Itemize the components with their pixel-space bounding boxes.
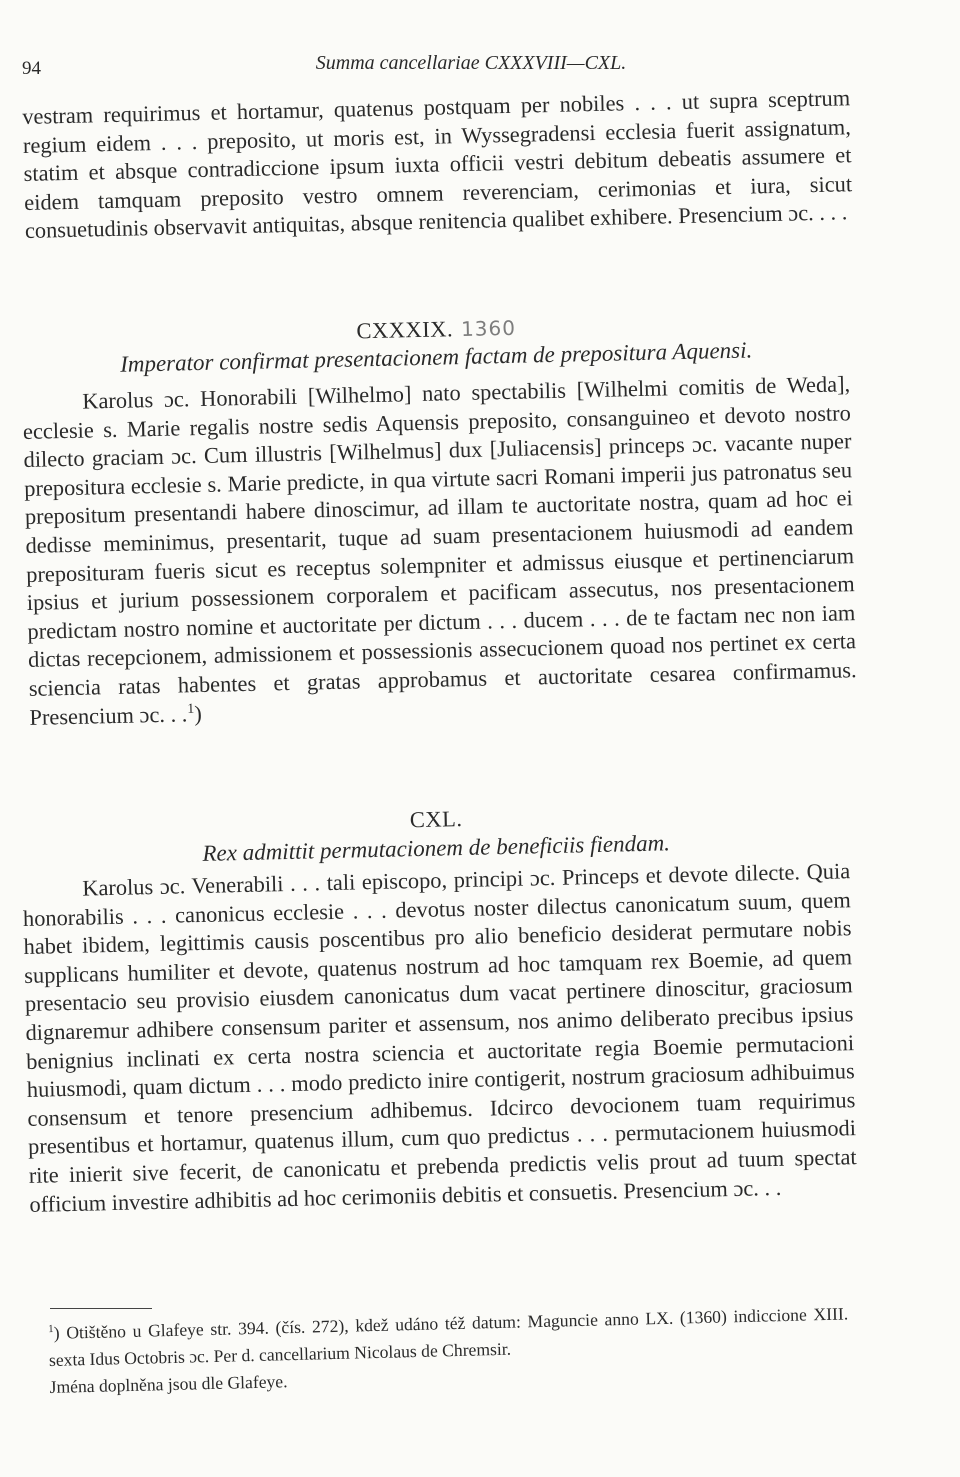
page-number: 94: [22, 58, 41, 79]
paragraph-text: Karolus ɔc. Venerabili . . . tali episcopo, principi ɔc. Princeps et devote dilecte. Quia honorabilis . . . canonicus ecclesie . . . devotus noster dilectus canonicatum suum, quem habet ibidem, legittimis causis poscentibus pro alio beneficio desiderat permutare nobis supplicans humiliter et devote, quatenus nostrum ad hoc tamquam rex Boemie, ad quem presentacio seu provisio eiusdem canonicatus dum vacat pertinere dinoscitur, graciosum dignaremur adhibere consensum pariter et assensum, nos animo deliberato precibus ipsius benignius inclinati ex certa nostra sciencia et auctoritate regia Boemie permutacioni huiusmodi, quam dictum . . . modo predicto inire contigerit, nostrum graciosum adhibuimus consensum et tenore presencium adhibemus. Idcirco devocionem tuam requirimus presentibus et hortamur, quatenus illum, cum quo predictus . . . permutacionem huiusmodi rite inierit sive fecerit, de canonicatu et prebenda predictis velis prout ad tuum spectat officium investire adhibitis ad hoc cerimoniis debitis et consuetis. Presencium ɔc. . .: [22, 858, 857, 1217]
paragraph-text: Karolus ɔc. Honorabili [Wilhelmo] nato spectabilis [Wilhelmi comitis de Weda], ecclesie s. Marie regalis nostre sedis Aquensis preposito, consanguineo et devoto nostro dilecto graciam ɔc. Cum illustris [Wilhelmus] dux [Juliacensis] princeps ɔc. vacante nuper prepositura ecclesie s. Marie predicte, in qua virtute sacri Romani imperii jus patronatus seu prepositum presentandi habere dinoscimur, ad illam te auctoritate nostra, quam ad hoc ei dedisse meminimus, presentarit, tuque ad suam presentacionem huiusmodi ad eandem preposituram fueris sicut es receptus solempniter et admissus eiusque et pertinenciarum ipsius et jurium possessionem corporalem et pacificam assecutus, nos presentacionem predictam nostro nomine et auctoritate per dictum . . . ducem . . . de te factam nec non iam dictas recepcionem, admissionem et possessionis assecucionem quoad nos pertinet ex certa sciencia ratas habentes et gratas approbamus et auctoritate cesarea confirmamus. Presencium ɔc. . .: [22, 371, 857, 730]
footnote-divider: [50, 1308, 152, 1309]
footnote-marker: 1: [48, 1323, 54, 1336]
footnote-text-2: Jména doplněna jsou dle Glafeye.: [49, 1371, 288, 1397]
paragraph-cxl: [22, 857, 858, 1219]
footnote-text: ) Otištěno u Glafeye str. 394. (čís. 272), kdež udáno též datum: Maguncie anno LX. (1360) indiccione XIII. sexta Idus Octobris ɔc. Per d. cancellarium Nicolaus de Chremsir.: [48, 1303, 849, 1370]
running-head: [22, 50, 920, 80]
footnote: [48, 1300, 850, 1401]
section-number-cxl: CXL.: [409, 806, 463, 833]
handwritten-annotation: 1360: [460, 315, 517, 342]
footnote-reference[interactable]: 1: [187, 701, 195, 717]
paragraph-text: vestram requirimus et hortamur, quatenus postquam per nobiles . . . ut supra sceptrum regium eidem . . . preposito, ut moris est, in Wyssegradensi ecclesia fuerit assignatum, statim et absque contradiccione ipsum iuxta officii vestri debitum debeatis assumere et eidem tamquam preposito vestro omnem reverenciam, cerimonias et iura, sicut consuetudinis observavit antiquitas, absque renitencia qualibet exhibere. Presencium ɔc. . . .: [22, 85, 853, 244]
footnote-reference-close: ): [193, 700, 203, 726]
paragraph-cxxxix: [22, 370, 858, 732]
paragraph-continuation: [22, 84, 853, 246]
section-number: CXXXIX.: [356, 316, 454, 344]
section-title-cxxxix: Imperator confirmat presentacionem factam de prepositura Aquensi.: [119, 337, 753, 377]
paragraph-body: [22, 370, 858, 732]
section-title-cxl: Rex admittit permutacionem de beneficiis fiendam.: [202, 830, 671, 866]
running-title: Summa cancellariae CXXXVIII—CXL.: [315, 52, 627, 74]
